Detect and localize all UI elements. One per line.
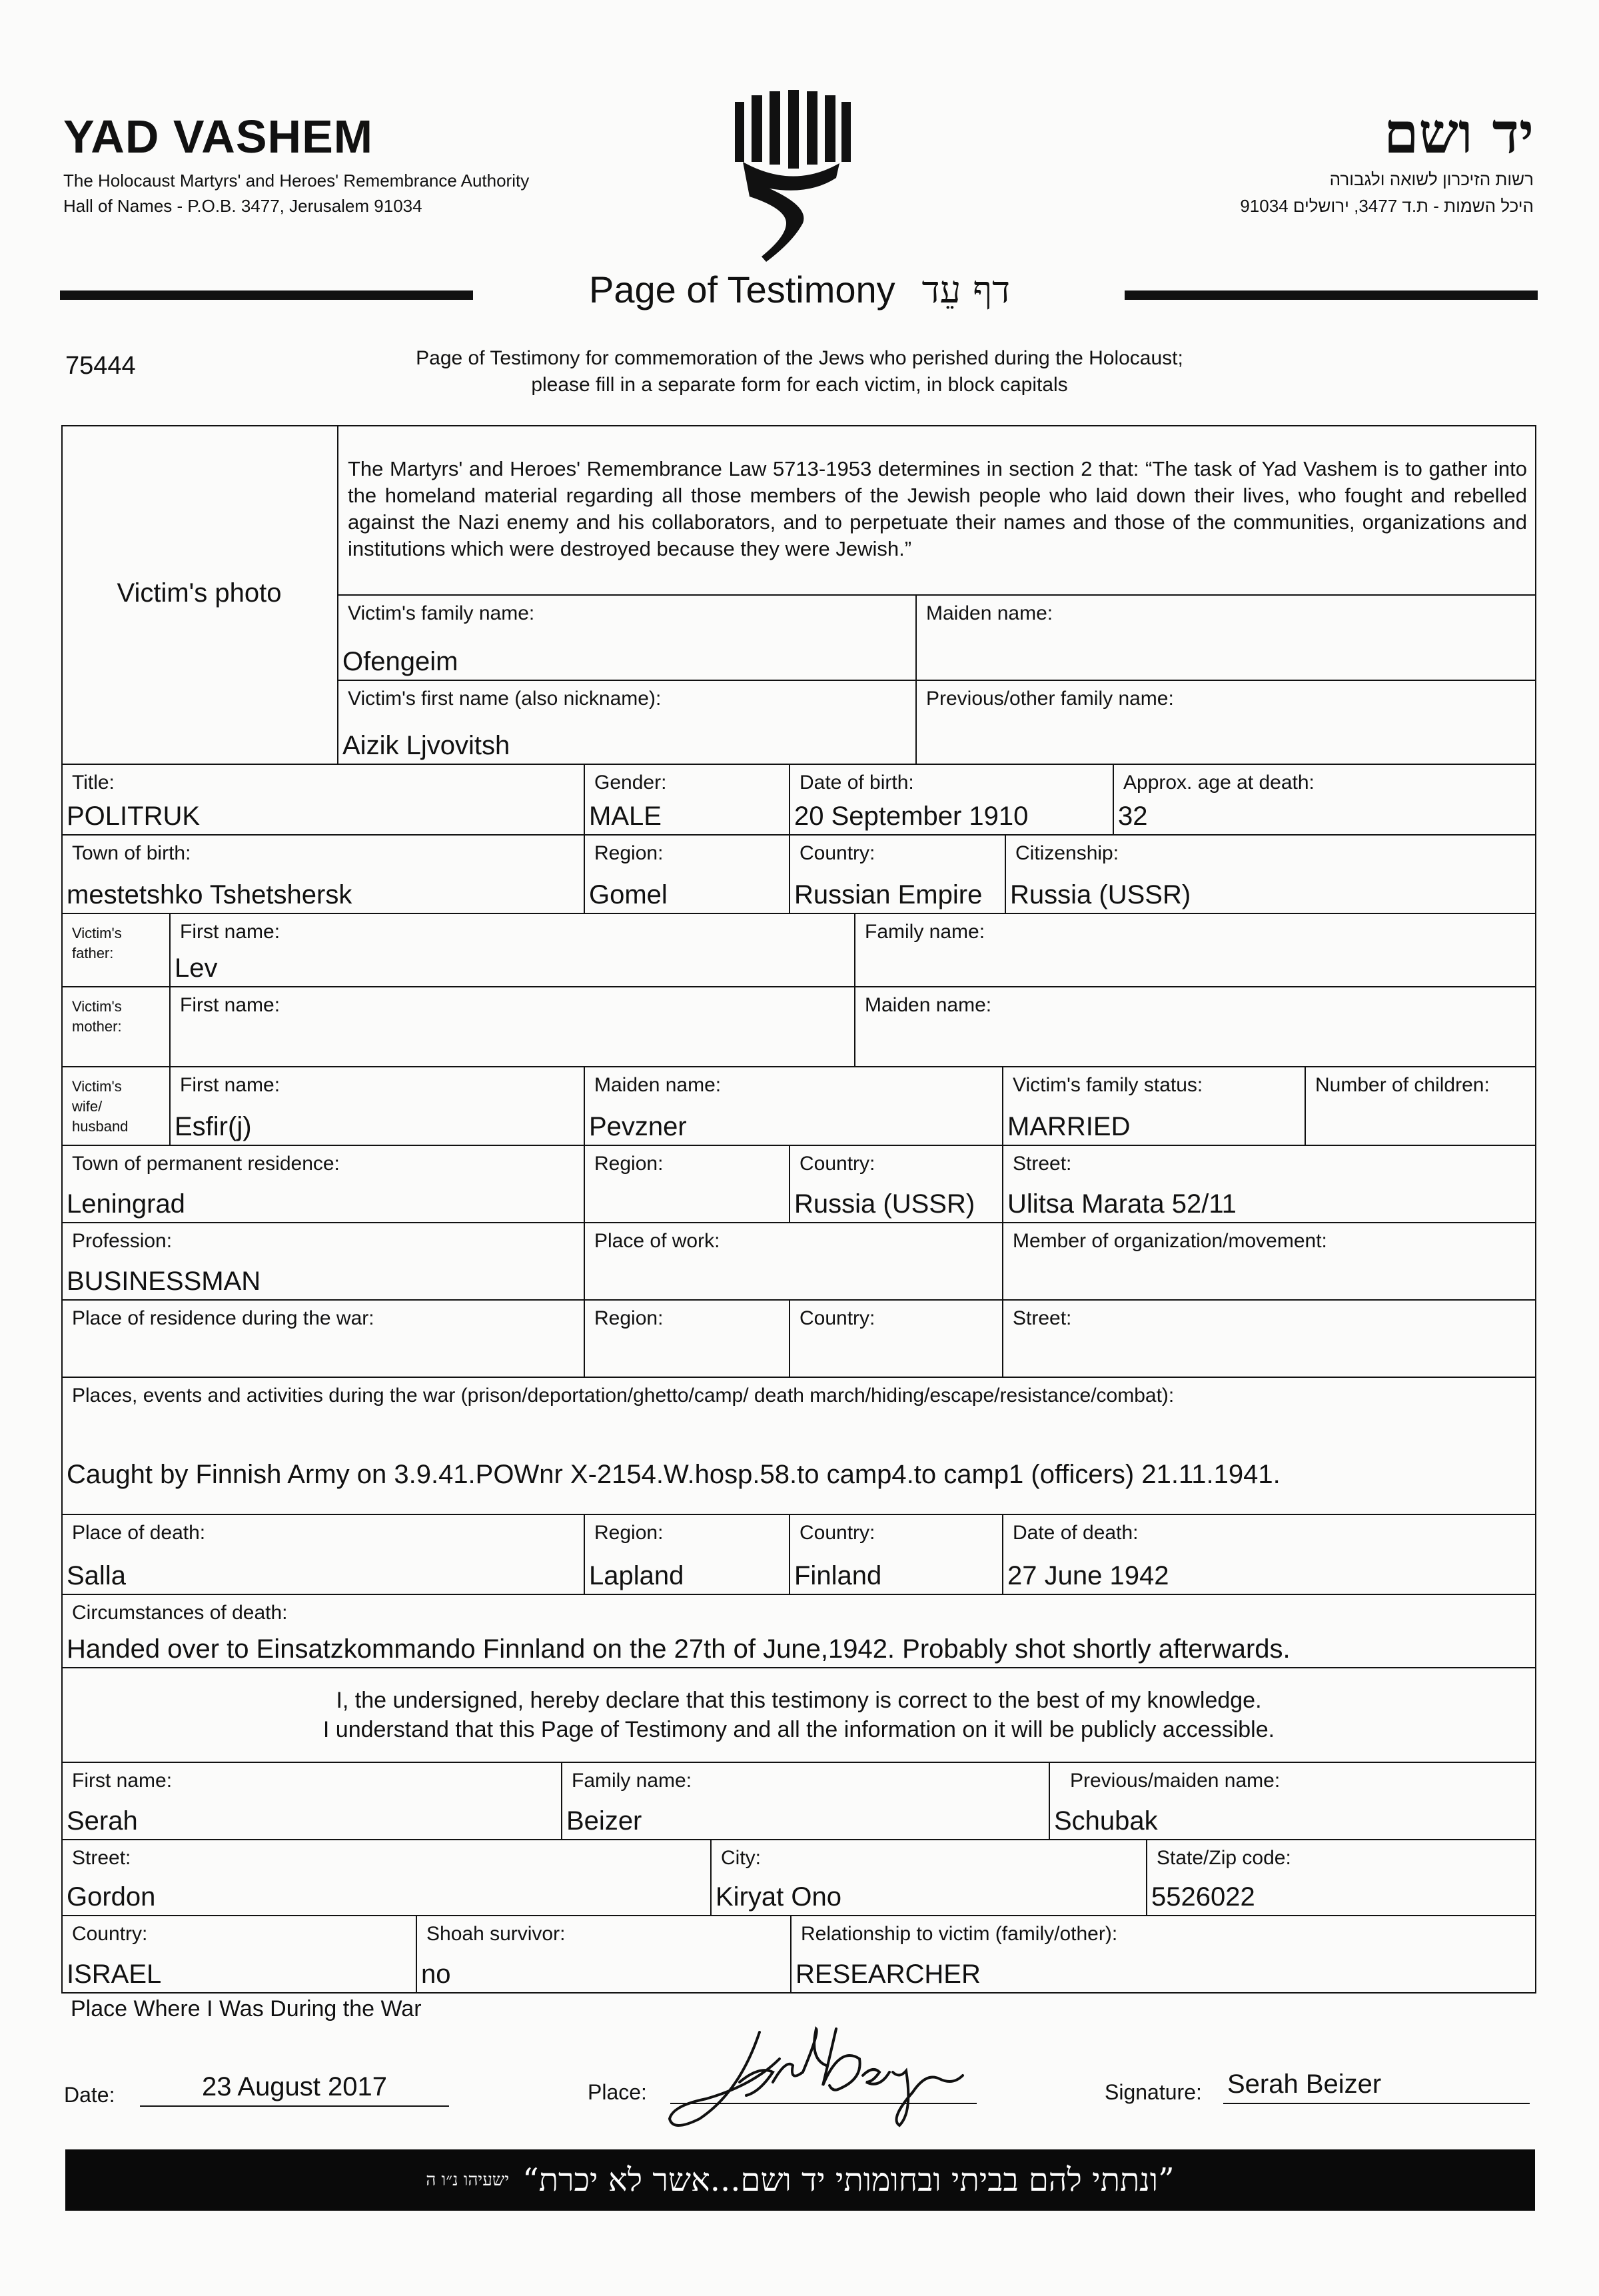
victim-gender-field[interactable]: Gender: MALE xyxy=(584,764,790,836)
submitter-street-field[interactable]: Street: Gordon xyxy=(61,1839,712,1916)
father-first-name-field[interactable]: First name: Lev xyxy=(169,913,855,987)
signature-underline xyxy=(1223,2103,1530,2104)
citizenship-field[interactable]: Citizenship: Russia (USSR) xyxy=(1005,834,1536,914)
victim-title-field[interactable]: Title: POLITRUK xyxy=(61,764,585,836)
victim-first-name-field[interactable]: Victim's first name (also nickname): Aizik Ljvovitsh xyxy=(337,680,917,765)
org-name-he: יד ושם xyxy=(1383,100,1534,166)
date-of-death-field[interactable]: Date of death: 27 June 1942 xyxy=(1002,1514,1536,1595)
document-number: 75444 xyxy=(65,352,136,380)
victim-photo-label: Victim's photo xyxy=(117,578,282,608)
shoah-survivor-field[interactable]: Shoah survivor: no xyxy=(416,1915,792,1994)
spouse-side-label: Victim's wife/ husband xyxy=(61,1066,171,1146)
war-residence-place-field[interactable]: Place of residence during the war: xyxy=(61,1299,585,1378)
spouse-first-name-field[interactable]: First name: Esfir(j) xyxy=(169,1066,585,1146)
profession-field[interactable]: Profession: BUSINESSMAN xyxy=(61,1222,585,1301)
father-side-label: Victim's father: xyxy=(61,913,171,987)
date-label: Date: xyxy=(64,2083,115,2107)
relationship-field[interactable]: Relationship to victim (family/other): RESEARCHER xyxy=(790,1915,1536,1994)
submitter-family-name-field[interactable]: Family name: Beizer xyxy=(561,1762,1050,1840)
father-family-name-field[interactable]: Family name: xyxy=(854,913,1536,987)
org-name-en: YAD VASHEM xyxy=(63,111,374,163)
submitter-zip-field[interactable]: State/Zip code: 5526022 xyxy=(1146,1839,1536,1916)
family-status-field[interactable]: Victim's family status: MARRIED xyxy=(1002,1066,1306,1146)
birth-region-field[interactable]: Region: Gomel xyxy=(584,834,790,914)
place-label: Place: xyxy=(588,2080,647,2104)
residence-country-field[interactable]: Country: Russia (USSR) xyxy=(789,1145,1003,1223)
victim-age-field[interactable]: Approx. age at death: 32 xyxy=(1113,764,1536,836)
footer-quote-source: ישעיהו נ״ו ה xyxy=(426,2170,510,2190)
place-of-death-field[interactable]: Place of death: Salla xyxy=(61,1514,585,1595)
page-title: Page of Testimony דף עֵד xyxy=(588,269,1011,312)
residence-street-field[interactable]: Street: Ulitsa Marata 52/11 xyxy=(1002,1145,1536,1223)
mother-first-name-field[interactable]: First name: xyxy=(169,986,855,1067)
footer-quote-bar xyxy=(65,2149,1535,2211)
org-subtitle-he: רשות הזיכרון לשואה ולגבורה xyxy=(1329,169,1534,189)
death-region-field[interactable]: Region: Lapland xyxy=(584,1514,790,1595)
org-address-he: היכל השמות - ת.ד 3477, ירושלים 91034 xyxy=(1240,196,1534,216)
residence-region-field[interactable]: Region: xyxy=(584,1145,790,1223)
organization-member-field[interactable]: Member of organization/movement: xyxy=(1002,1222,1536,1301)
war-residence-region-field[interactable]: Region: xyxy=(584,1299,790,1378)
submitter-previous-name-field[interactable]: Previous/maiden name: Schubak xyxy=(1049,1762,1536,1840)
victim-maiden-name-field[interactable]: Maiden name: xyxy=(915,594,1536,681)
town-of-birth-field[interactable]: Town of birth: mestetshko Tshetshersk xyxy=(61,834,585,914)
place-of-work-field[interactable]: Place of work: xyxy=(584,1222,1003,1301)
intro-text: Page of Testimony for commemoration of the Jews who perished during the Holocaust; please fill in a separate form for each victim, in block capitals xyxy=(416,347,1183,396)
death-circumstances-field[interactable]: Circumstances of death: Handed over to Einsatzkommando Finnland on the 27th of June,1942. Probably shot shortly afterwards. xyxy=(61,1594,1536,1668)
submitter-first-name-field[interactable]: First name: Serah xyxy=(61,1762,562,1840)
war-residence-country-field[interactable]: Country: xyxy=(789,1299,1003,1378)
victim-family-name-field[interactable]: Victim's family name: Ofengeim xyxy=(337,594,917,681)
victim-dob-field[interactable]: Date of birth: 20 September 1910 xyxy=(789,764,1114,836)
footer-quote: ”ונתתי להם בביתי ובחומותי יד ושם...אשר לא יכרת“ xyxy=(522,2161,1175,2199)
signature-label: Signature: xyxy=(1105,2080,1202,2104)
date-value[interactable]: 23 August 2017 xyxy=(201,2072,388,2101)
spouse-maiden-name-field[interactable]: Maiden name: Pevzner xyxy=(584,1066,1003,1146)
submitter-city-field[interactable]: City: Kiryat Ono xyxy=(710,1839,1147,1916)
org-address-en: Hall of Names - P.O.B. 3477, Jerusalem 91034 xyxy=(63,196,422,216)
children-count-field[interactable]: Number of children: xyxy=(1305,1066,1536,1146)
death-country-field[interactable]: Country: Finland xyxy=(789,1514,1003,1595)
date-underline xyxy=(140,2105,449,2107)
menorah-logo-icon xyxy=(730,90,856,267)
org-subtitle-en: The Holocaust Martyrs' and Heroes' Remembrance Authority xyxy=(63,171,530,191)
war-events-field[interactable]: Places, events and activities during the war (prison/deportation/ghetto/camp/ death march/hiding/escape/resistance/combat): Caught by Finnish Army on 3.9.41.POWnr X-2154.W.hosp.58.to camp4.to camp1 (officers) 21.11.1941. xyxy=(61,1377,1536,1515)
place-during-war-note: Place Where I Was During the War xyxy=(71,1996,422,2021)
victim-previous-name-field[interactable]: Previous/other family name: xyxy=(915,680,1536,765)
residence-town-field[interactable]: Town of permanent residence: Leningrad xyxy=(61,1145,585,1223)
war-residence-street-field[interactable]: Street: xyxy=(1002,1299,1536,1378)
declaration-text: I, the undersigned, hereby declare that this testimony is correct to the best of my knowledge. I understand that this Page of Testimony and all the information on it will be publicly accessible. xyxy=(322,1688,1275,1742)
signature-name[interactable]: Serah Beizer xyxy=(1227,2069,1382,2099)
mother-side-label: Victim's mother: xyxy=(61,986,171,1067)
law-text: The Martyrs' and Heroes' Remembrance Law 5713-1953 determines in section 2 that: “The task of Yad Vashem is to gather into the homeland material regarding all those members of the Jewish people who laid down their lives, who fought and rebelled against the Nazi enemy and his collaborators, and to perpetuate their names and those of the communities, organizations and institutions which were destroyed because they were Jewish.” xyxy=(348,457,1527,560)
birth-country-field[interactable]: Country: Russian Empire xyxy=(789,834,1006,914)
mother-maiden-name-field[interactable]: Maiden name: xyxy=(854,986,1536,1067)
handwritten-signature xyxy=(660,2019,966,2139)
submitter-country-field[interactable]: Country: ISRAEL xyxy=(61,1915,417,1994)
